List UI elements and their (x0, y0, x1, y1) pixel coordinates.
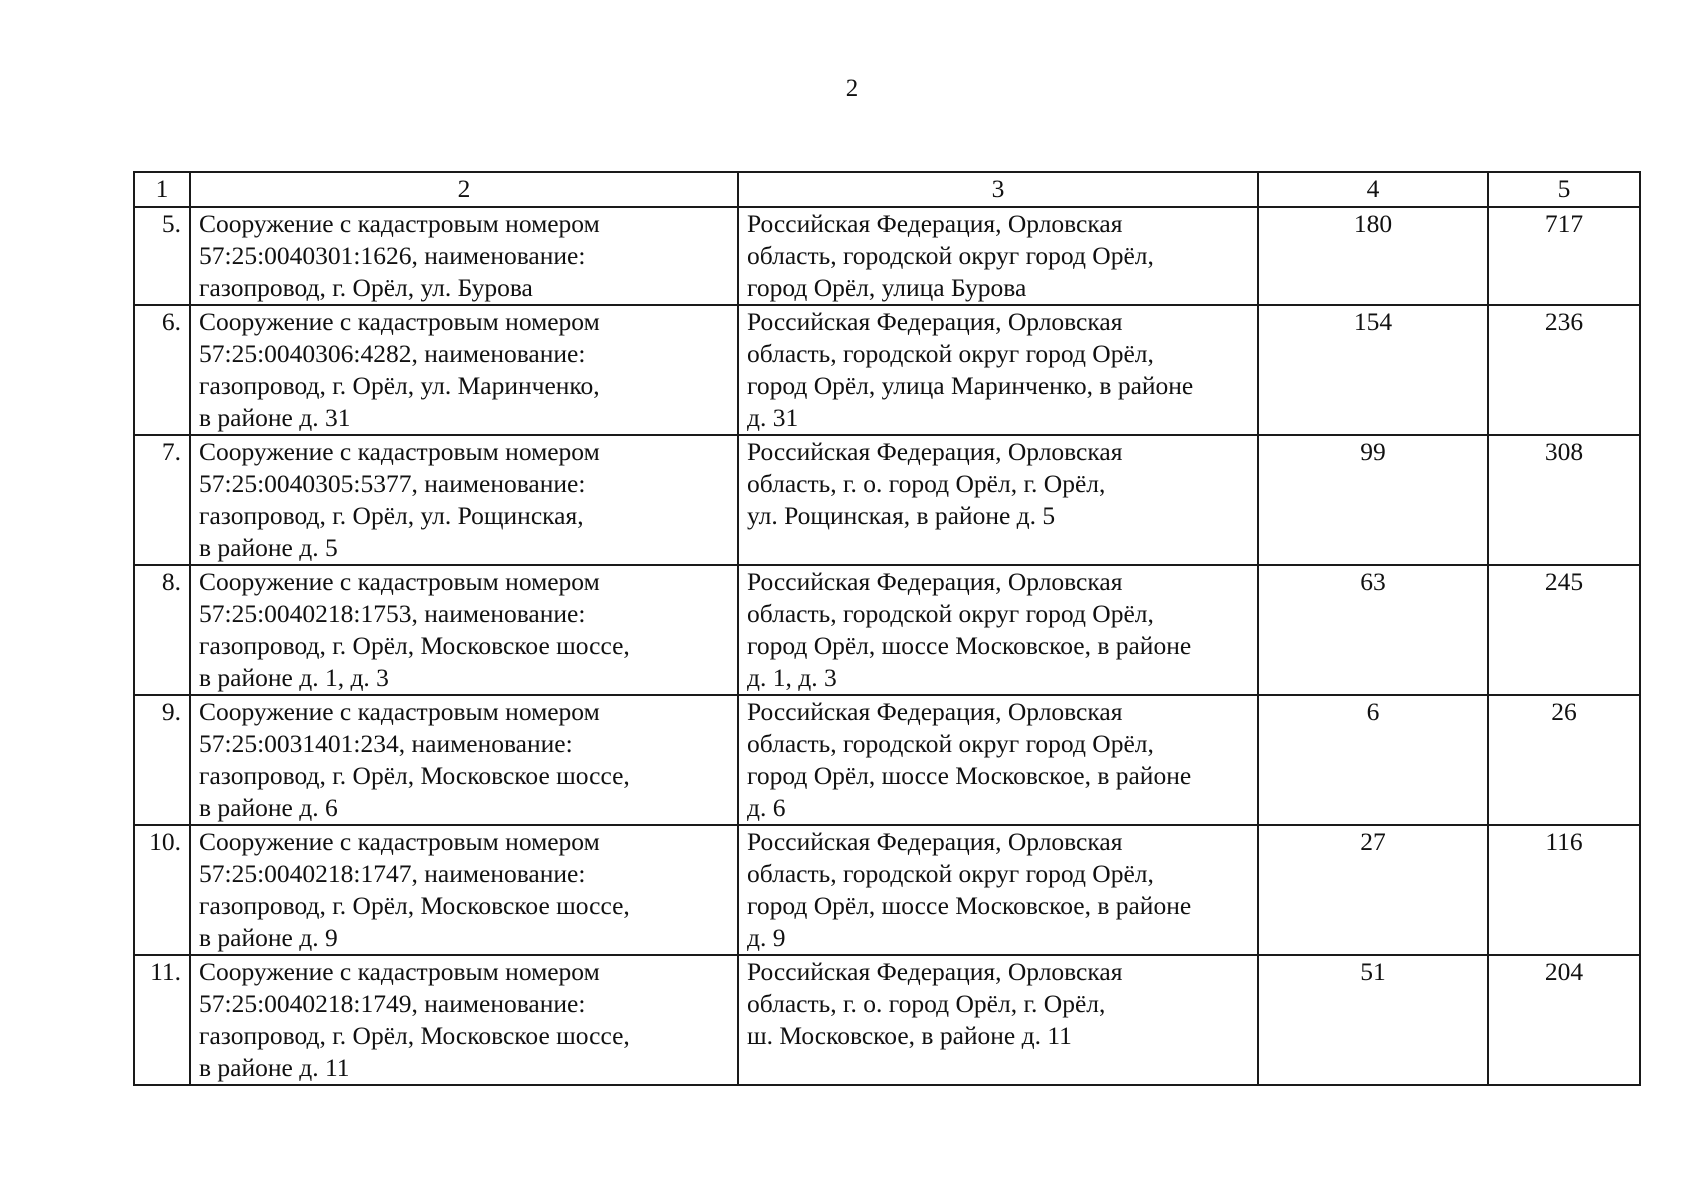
table-row (134, 695, 1640, 825)
column-5-value: 26 (1488, 695, 1640, 825)
object-address: Российская Федерация, Орловская область, городской округ город Орёл, город Орёл, шоссе Московское, в районе д. 6 (738, 695, 1258, 825)
object-description: Сооружение с кадастровым номером 57:25:0040218:1747, наименование: газопровод, г. Орёл, Московское шоссе, в районе д. 9 (190, 825, 738, 955)
column-5-value: 308 (1488, 435, 1640, 565)
row-number: 8. (134, 565, 190, 695)
column-header-1: 1 (134, 172, 190, 207)
object-address: Российская Федерация, Орловская область, городской округ город Орёл, город Орёл, шоссе Московское, в районе д. 1, д. 3 (738, 565, 1258, 695)
object-address: Российская Федерация, Орловская область, г. о. город Орёл, г. Орёл, ул. Рощинская, в районе д. 5 (738, 435, 1258, 565)
table-row (134, 565, 1640, 695)
table-row (134, 955, 1640, 1085)
column-4-value: 180 (1258, 207, 1488, 305)
column-4-value: 63 (1258, 565, 1488, 695)
column-5-value: 236 (1488, 305, 1640, 435)
column-5-value: 245 (1488, 565, 1640, 695)
row-number: 9. (134, 695, 190, 825)
object-address: Российская Федерация, Орловская область, г. о. город Орёл, г. Орёл, ш. Московское, в районе д. 11 (738, 955, 1258, 1085)
table-row (134, 435, 1640, 565)
row-number: 7. (134, 435, 190, 565)
property-table (133, 171, 1641, 1086)
row-number: 11. (134, 955, 190, 1085)
column-4-value: 51 (1258, 955, 1488, 1085)
column-5-value: 204 (1488, 955, 1640, 1085)
object-description: Сооружение с кадастровым номером 57:25:0040218:1749, наименование: газопровод, г. Орёл, Московское шоссе, в районе д. 11 (190, 955, 738, 1085)
object-description: Сооружение с кадастровым номером 57:25:0040301:1626, наименование: газопровод, г. Орёл, ул. Бурова (190, 207, 738, 305)
table-row (134, 207, 1640, 305)
object-description: Сооружение с кадастровым номером 57:25:0040218:1753, наименование: газопровод, г. Орёл, Московское шоссе, в районе д. 1, д. 3 (190, 565, 738, 695)
column-header-2: 2 (190, 172, 738, 207)
row-number: 6. (134, 305, 190, 435)
column-4-value: 154 (1258, 305, 1488, 435)
object-description: Сооружение с кадастровым номером 57:25:0031401:234, наименование: газопровод, г. Орёл, Московское шоссе, в районе д. 6 (190, 695, 738, 825)
object-description: Сооружение с кадастровым номером 57:25:0040306:4282, наименование: газопровод, г. Орёл, ул. Маринченко, в районе д. 31 (190, 305, 738, 435)
column-header-4: 4 (1258, 172, 1488, 207)
table-row (134, 305, 1640, 435)
column-5-value: 116 (1488, 825, 1640, 955)
object-address: Российская Федерация, Орловская область, городской округ город Орёл, город Орёл, улица Бурова (738, 207, 1258, 305)
column-header-3: 3 (738, 172, 1258, 207)
column-4-value: 27 (1258, 825, 1488, 955)
row-number: 10. (134, 825, 190, 955)
table-header-row (134, 172, 1640, 207)
page-number: 2 (845, 75, 859, 102)
object-description: Сооружение с кадастровым номером 57:25:0040305:5377, наименование: газопровод, г. Орёл, ул. Рощинская, в районе д. 5 (190, 435, 738, 565)
column-header-5: 5 (1488, 172, 1640, 207)
object-address: Российская Федерация, Орловская область, городской округ город Орёл, город Орёл, улица Маринченко, в районе д. 31 (738, 305, 1258, 435)
column-4-value: 6 (1258, 695, 1488, 825)
row-number: 5. (134, 207, 190, 305)
object-address: Российская Федерация, Орловская область, городской округ город Орёл, город Орёл, шоссе Московское, в районе д. 9 (738, 825, 1258, 955)
column-5-value: 717 (1488, 207, 1640, 305)
table-row (134, 825, 1640, 955)
column-4-value: 99 (1258, 435, 1488, 565)
